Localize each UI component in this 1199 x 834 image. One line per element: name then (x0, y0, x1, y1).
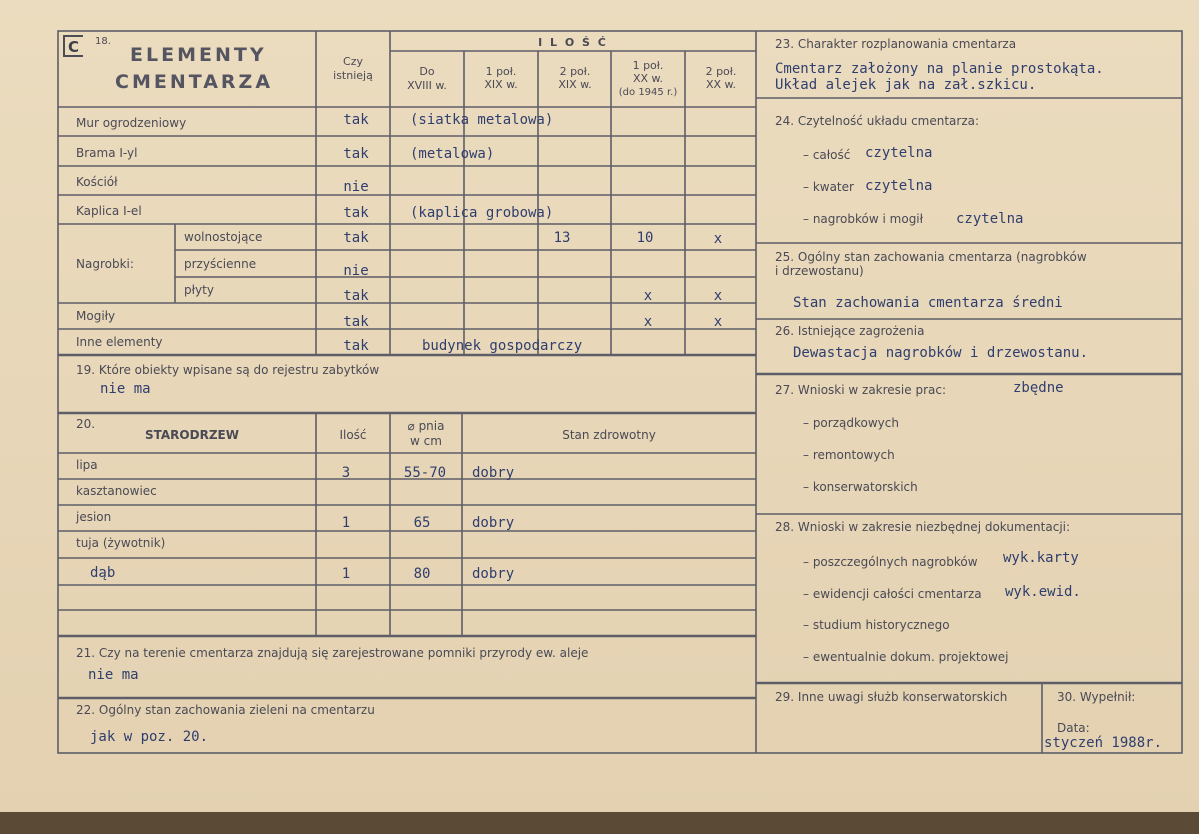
section-26-value: Dewastacja nagrobków i drzewostanu. (793, 345, 1089, 361)
section-30-date-value: styczeń 1988r. (1044, 735, 1163, 751)
quantity-header: I L O Ś Ć (538, 36, 608, 49)
exists-header-line2: istnieją (333, 69, 373, 82)
exists-wall: tak (343, 112, 369, 128)
section-25-value: Stan zachowania cmentarza średni (793, 295, 1063, 311)
section-24-item3-label: – nagrobków i mogił (803, 212, 924, 226)
qty-freestanding-20c2: x (713, 231, 723, 247)
tree-diam-ash: 65 (413, 515, 431, 531)
section-27-label: 27. Wnioski w zakresie prac: (775, 383, 947, 397)
period-3-line2: XIX w. (558, 78, 592, 91)
section-23-line1: Cmentarz założony na planie prostokąta. (775, 61, 1104, 77)
section-24-item2-label: – kwater (803, 180, 854, 194)
section-23-label: 23. Charakter rozplanowania cmentarza (775, 37, 1017, 51)
tree-health-ash: dobry (472, 515, 515, 531)
section-28-item2-value: wyk.ewid. (1005, 584, 1081, 600)
section-27-item3: – konserwatorskich (803, 480, 918, 494)
row-group-label-tombs: Nagrobki: (76, 257, 134, 271)
tree-name-thuja: tuja (żywotnik) (76, 536, 166, 550)
section-21-value: nie ma (88, 667, 139, 683)
section-20-title: STARODRZEW (145, 428, 239, 442)
qty-graves-20c1: x (643, 314, 653, 330)
period-5-line2: XX w. (705, 78, 737, 91)
note-chapel: (kaplica grobowa) (410, 205, 554, 221)
tree-count-ash: 1 (341, 515, 351, 531)
section-22-value: jak w poz. 20. (90, 729, 209, 745)
section-26-label: 26. Istniejące zagrożenia (775, 324, 925, 338)
header-health: Stan zdrowotny (562, 428, 656, 442)
header-diameter-line1: ⌀ pnia (407, 419, 445, 433)
section-code-box: C (63, 35, 83, 57)
exists-church: nie (343, 179, 369, 195)
section-28-item1-label: – poszczególnych nagrobków (803, 555, 978, 569)
section-24-item1-label: – całość (803, 148, 851, 162)
section-25-label-line2: i drzewostanu) (775, 264, 864, 278)
period-3-line1: 2 poł. (559, 65, 591, 78)
note-other: budynek gospodarczy (422, 338, 583, 354)
section-20-number: 20. (76, 417, 96, 431)
section-29-label: 29. Inne uwagi służb konserwatorskich (775, 690, 1008, 704)
tree-diam-linden: 55-70 (403, 465, 447, 481)
exists-header-line1: Czy (343, 55, 363, 68)
background-surface (0, 812, 1199, 834)
qty-freestanding-19c2: 13 (553, 230, 571, 246)
section-18-title-line1: ELEMENTY (130, 44, 267, 66)
section-27-value: zbędne (1013, 380, 1064, 396)
period-1-line1: Do (419, 65, 435, 78)
row-label-chapel: Kaplica I-el (76, 204, 142, 218)
tree-name-ash: jesion (76, 510, 112, 524)
exists-graves: tak (343, 314, 369, 330)
section-30-label: 30. Wypełnił: (1057, 690, 1136, 704)
row-label-graves: Mogiły (76, 309, 116, 323)
section-18-title-line2: CMENTARZA (115, 71, 274, 93)
tree-health-oak: dobry (472, 566, 515, 582)
section-28-item1-value: wyk.karty (1003, 550, 1079, 566)
section-19-label: 19. Które obiekty wpisane są do rejestru zabytków (76, 363, 380, 377)
tree-name-chestnut: kasztanowiec (76, 484, 157, 498)
tree-name-linden: lipa (76, 458, 98, 472)
period-1-line2: XVIII w. (407, 79, 447, 92)
period-2-line2: XIX w. (484, 78, 518, 91)
exists-freestanding: tak (343, 230, 369, 246)
section-28-item3-label: – studium historycznego (803, 618, 950, 632)
period-4-line3: (do 1945 r.) (618, 87, 678, 98)
period-5-line1: 2 poł. (705, 65, 737, 78)
section-22-label: 22. Ogólny stan zachowania zieleni na cmentarzu (76, 703, 375, 717)
exists-chapel: tak (343, 205, 369, 221)
section-30-date-label: Data: (1057, 721, 1090, 735)
note-gate: (metalowa) (410, 146, 495, 162)
row-label-freestanding: wolnostojące (184, 230, 263, 244)
section-24-item3-value: czytelna (956, 211, 1024, 227)
tree-count-linden: 3 (341, 465, 351, 481)
row-label-wall-mounted: przyścienne (184, 257, 257, 271)
section-18-number: 18. (95, 36, 111, 47)
row-label-other: Inne elementy (76, 335, 163, 349)
header-count: Ilość (339, 428, 367, 442)
section-28-item4-label: – ewentualnie dokum. projektowej (803, 650, 1009, 664)
period-4-line1: 1 poł. (632, 59, 664, 72)
section-24-label: 24. Czytelność układu cmentarza: (775, 114, 980, 128)
qty-graves-20c2: x (713, 314, 723, 330)
row-label-wall: Mur ogrodzeniowy (76, 116, 187, 130)
section-19-value: nie ma (100, 381, 151, 397)
row-label-gate: Brama I-yl (76, 146, 138, 160)
tree-health-linden: dobry (472, 465, 515, 481)
tree-name-oak: dąb (90, 565, 116, 581)
exists-gate: tak (343, 146, 369, 162)
qty-slabs-20c1: x (643, 288, 653, 304)
section-28-label: 28. Wnioski w zakresie niezbędnej dokumentacji: (775, 520, 1071, 534)
qty-freestanding-20c1: 10 (636, 230, 654, 246)
section-24-item1-value: czytelna (865, 145, 933, 161)
section-28-item2-label: – ewidencji całości cmentarza (803, 587, 982, 601)
header-diameter-line2: w cm (410, 434, 442, 448)
tree-diam-oak: 80 (413, 566, 431, 582)
period-2-line1: 1 poł. (485, 65, 517, 78)
section-24-item2-value: czytelna (865, 178, 933, 194)
exists-other: tak (343, 338, 369, 354)
section-25-label-line1: 25. Ogólny stan zachowania cmentarza (nagrobków (775, 250, 1087, 264)
row-label-church: Kościół (76, 175, 118, 189)
tree-count-oak: 1 (341, 566, 351, 582)
section-27-item1: – porządkowych (803, 416, 899, 430)
section-27-item2: – remontowych (803, 448, 895, 462)
section-23-line2: Układ alejek jak na zał.szkicu. (775, 77, 1037, 93)
section-21-label: 21. Czy na terenie cmentarza znajdują się zarejestrowane pomniki przyrody ew. aleje (76, 646, 589, 660)
period-4-line2: XX w. (632, 72, 664, 85)
note-wall: (siatka metalowa) (410, 112, 554, 128)
qty-slabs-20c2: x (713, 288, 723, 304)
exists-slabs: tak (343, 288, 369, 304)
row-label-slabs: płyty (184, 283, 214, 297)
exists-wall-mounted: nie (343, 263, 369, 279)
